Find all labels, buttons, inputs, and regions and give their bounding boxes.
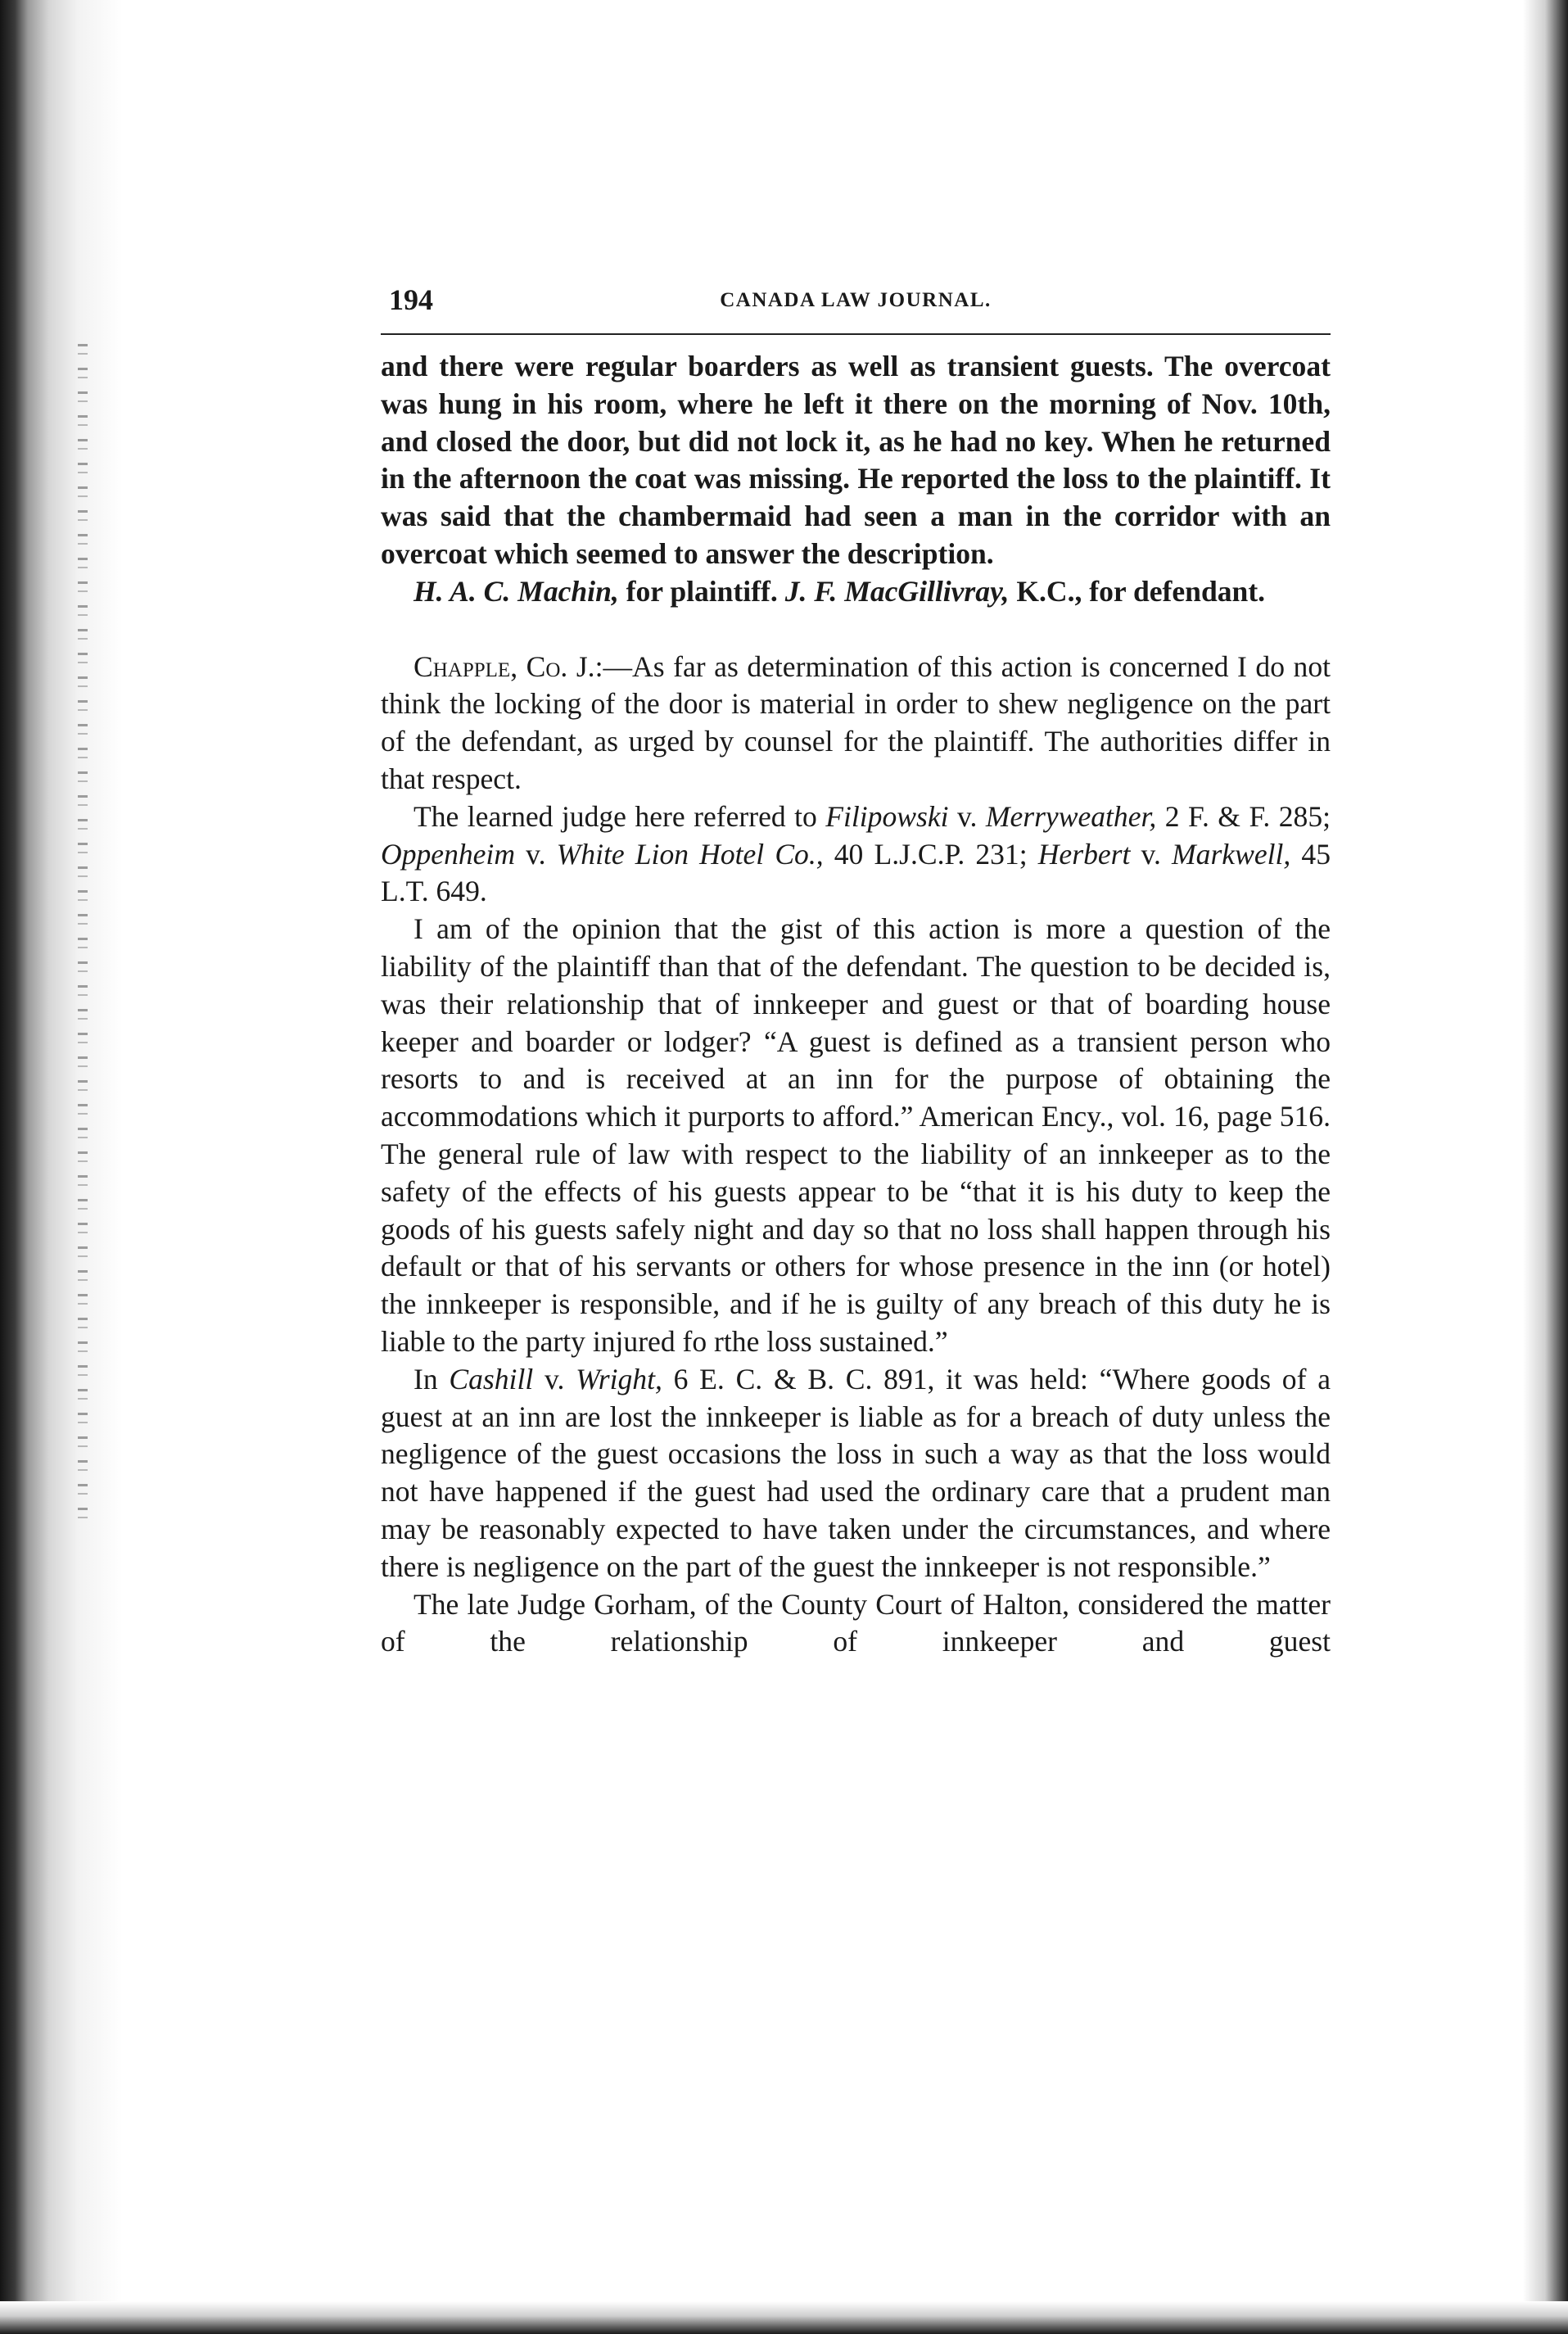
running-head: CANADA LAW JOURNAL. xyxy=(720,289,992,311)
body-text xyxy=(381,348,1331,1661)
paragraph-authorities xyxy=(381,798,1331,911)
header-rule xyxy=(381,333,1331,335)
judgment-opening-text: :—As far as determination of this action is concerned I do not think the locking of the door is material in order to shew negligence on the part of the defendant, as urged by counsel for the plaintiff. The authorities differ in that respect. xyxy=(381,649,1331,795)
citation-text: v. xyxy=(1130,837,1173,871)
case-name-italic: White Lion Hotel Co., xyxy=(556,837,824,871)
scan-bottom-edge-shadow xyxy=(0,2301,1568,2334)
case-name-italic: Cashill xyxy=(449,1362,534,1395)
paragraph-judgment-opening xyxy=(381,649,1331,798)
plaintiff-counsel-name: H. A. C. Machin, xyxy=(413,574,619,608)
citation-text: 45 L.T. 649. xyxy=(381,837,1331,908)
paragraph-cashill-case xyxy=(381,1361,1331,1586)
scan-right-edge-shadow xyxy=(1523,0,1568,2334)
section-gap xyxy=(381,611,1331,649)
opinion-text: I am of the opinion that the gist of this action is more a question of the liability of the plaintiff than that of the defendant. The question to be decided is, was their relationship that of innkeeper and guest or that of boarding house keeper and boarder or lodger? “A guest is defined as a transient person who resorts to and is received at an inn for the purpose of obtaining the accommodations which it purports to afford.” American Ency., vol. 16, page 516. The general rule of law with respect to the liability of an innkeeper as to the safety of the effects of his guests appear to be “that it is his duty to keep the goods of his guests safely night and day so that no loss shall happen through his default or that of his servants or others for whose presence in the inn (or hotel) the innkeeper is responsible, and if he is guilty of any breach of this duty he is liable to the party injured fo rthe loss sustained.” xyxy=(381,912,1331,1358)
citation-text: 2 F. & F. 285; xyxy=(1156,799,1331,833)
paragraph-facts xyxy=(381,348,1331,573)
citation-text: The learned judge here referred to xyxy=(413,799,826,833)
case-name-italic: Filipowski xyxy=(825,799,949,833)
case-name-italic: Wright, xyxy=(576,1362,662,1395)
case-name-italic: Merryweather, xyxy=(985,799,1157,833)
paragraph-gorham xyxy=(381,1586,1331,1662)
paragraph-counsel xyxy=(381,573,1331,611)
defendant-counsel-role: K.C., for defendant. xyxy=(1009,574,1266,608)
citation-text: In xyxy=(413,1362,450,1395)
case-name-italic: Herbert xyxy=(1037,837,1131,871)
journal-page xyxy=(381,283,1331,1661)
scan-left-edge-shadow xyxy=(0,0,123,2334)
citation-text: v. xyxy=(515,837,557,871)
judge-name: Chapple, Co. J. xyxy=(413,649,595,683)
paragraph-opinion xyxy=(381,911,1331,1361)
citation-text: v. xyxy=(948,799,986,833)
case-name-italic: Markwell, xyxy=(1172,837,1291,871)
gorham-text: The late Judge Gorham, of the County Court of Halton, considered the matter of the relationship of innkeeper and guest xyxy=(381,1587,1331,1658)
scan-binding-specks xyxy=(78,344,88,1531)
citation-text: 40 L.J.C.P. 231; xyxy=(823,837,1038,871)
case-name-italic: Oppenheim xyxy=(381,837,516,871)
citation-text: 6 E. C. & B. C. 891, it was held: “Where goods of a guest at an inn are lost the innkeeper is liable as for a breach of duty unless the negligence of the guest occasions the loss in such a way as that the loss would not have happened if the guest had used the ordinary care that a prudent man may be reasonably expected to have taken under the circumstances, and where there is negligence on the part of the guest the innkeeper is not responsible.” xyxy=(381,1362,1331,1583)
plaintiff-counsel-role: for plaintiff. xyxy=(618,574,785,608)
citation-text: v. xyxy=(533,1362,576,1395)
page-number: 194 xyxy=(389,283,433,316)
defendant-counsel-name: J. F. MacGillivray, xyxy=(784,574,1010,608)
page-header xyxy=(381,283,1331,325)
facts-text: and there were regular boarders as well as transient guests. The overcoat was hung in his room, where he left it there on the morning of Nov. 10th, and closed the door, but did not lock it, as he had no key. When he returned in the afternoon the coat was missing. He reported the loss to the plaintiff. It was said that the chambermaid had seen a man in the corridor with an overcoat which seemed to answer the description. xyxy=(381,350,1331,570)
